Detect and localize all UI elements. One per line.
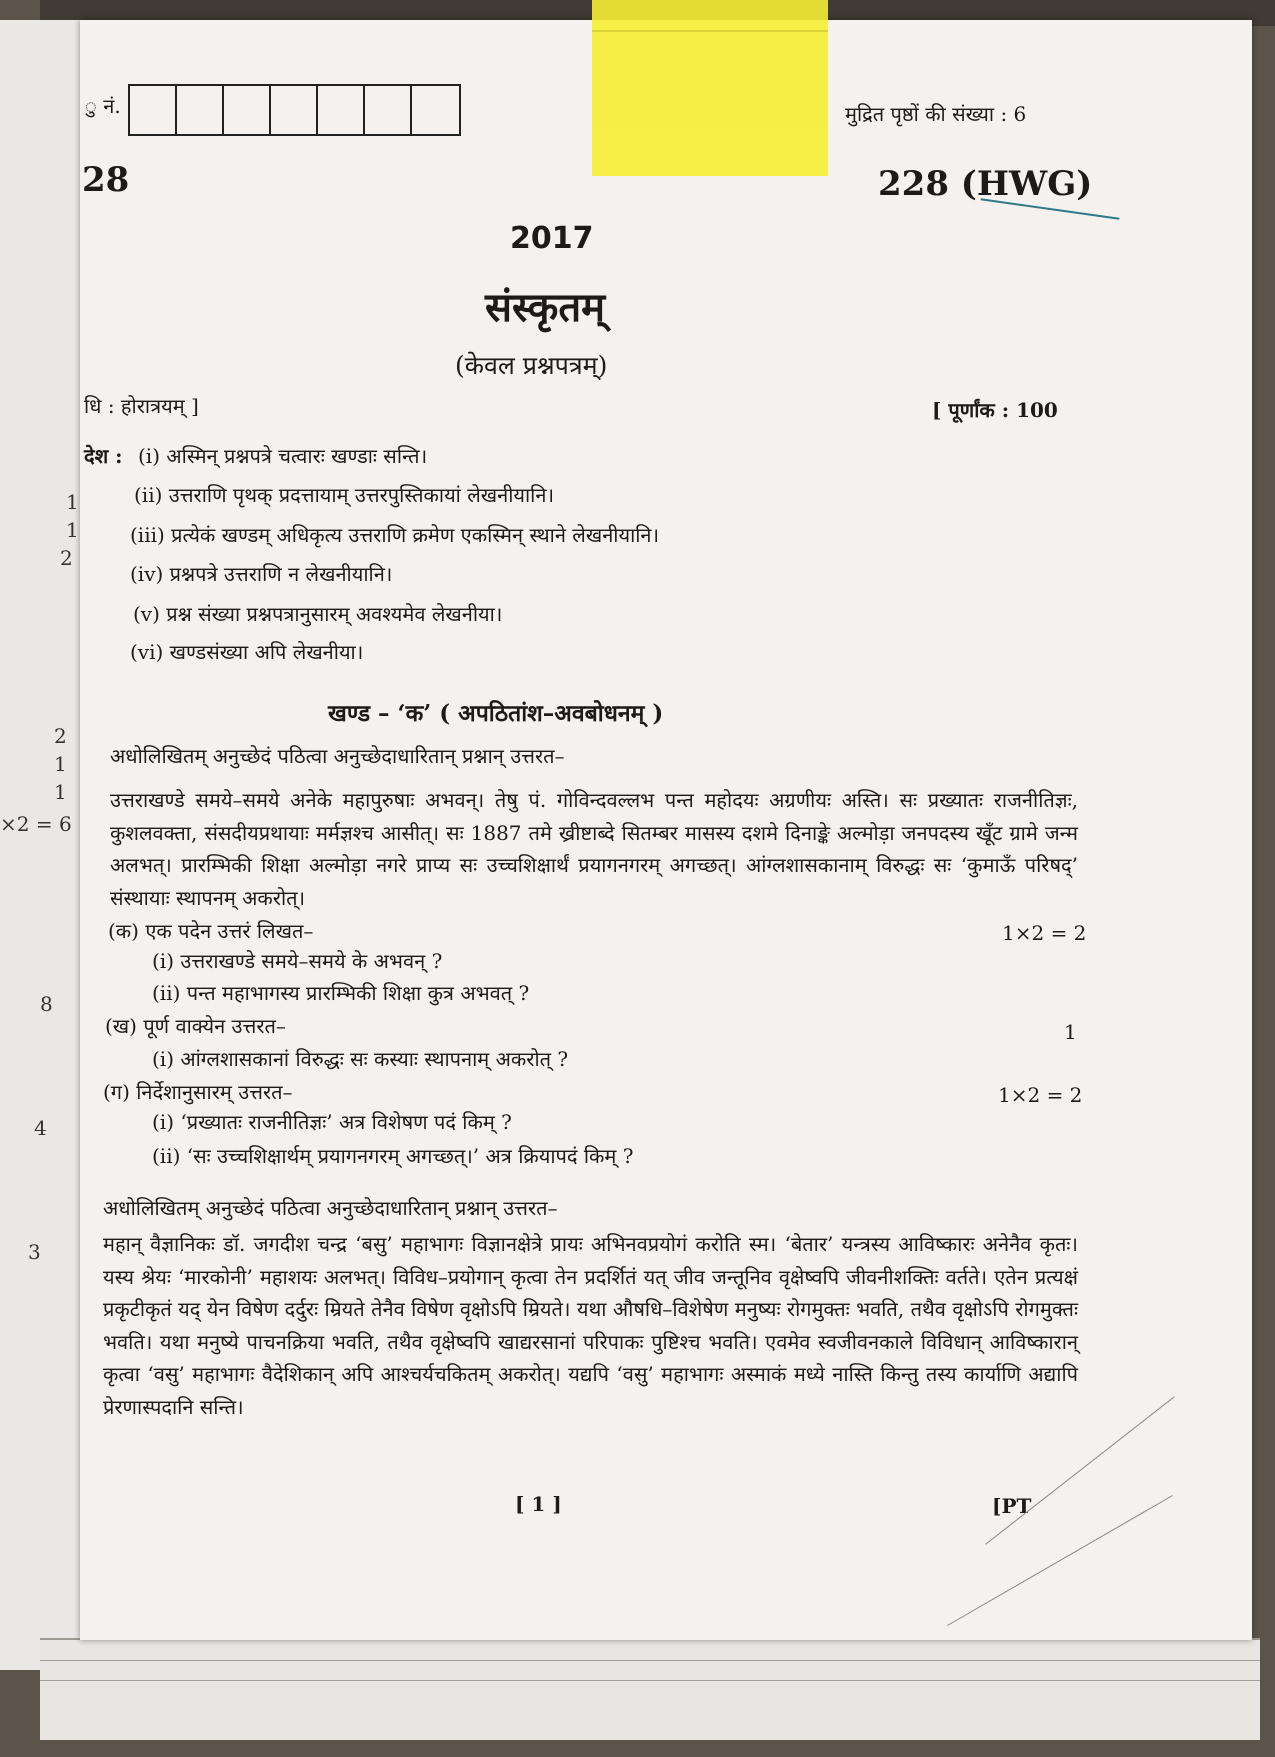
question-c-1: (i) ‘प्रख्यातः राजनीतिज्ञः’ अत्र विशेषण पदं किम् ? — [152, 1110, 512, 1134]
question-a-marks: 1×2 = 2 — [1002, 921, 1087, 945]
passage2-intro: अधोलिखितम् अनुच्छेदं पठित्वा अनुच्छेदाधारितान् प्रश्नान् उत्तरत– — [103, 1196, 558, 1220]
passage1-text: उत्तराखण्डे समये–समये अनेके महापुरुषाः अभवन्। तेषु पं. गोविन्दवल्लभ पन्त महोदयः अग्रणीयः अस्ति। सः प्रख्यातः राजनीतिज्ञः, कुशलवक्ता, संसदीयप्रथायाः मर्मज्ञश्च आसीत्। सः 1887 तमे ख्रीष्टाब्दे सितम्बर मासस्य दशमे दिनाङ्के अल्मोड़ा जनपदस्य खूँट ग्रामे जन्म अलभत्। प्रारम्भिकी शिक्षा अल्मोड़ा नगरे प्राप्य सः उच्चशिक्षार्थं प्रयागनगरम् अगच्छत्। आंग्लशासकानाम् विरुद्धः सः ‘कुमाऊँ परिषद्’ संस्थायाः स्थापनम् अकरोत्। — [110, 788, 1078, 910]
instruction-item: (v) प्रश्न संख्या प्रश्नपत्रानुसारम् अवश्यमेव लेखनीया। — [133, 602, 503, 626]
question-a-2: (ii) पन्त महाभागस्य प्रारम्भिकी शिक्षा कुत्र अभवत् ? — [152, 981, 530, 1005]
paper-code: 228 (HWG) — [878, 164, 1093, 204]
margin-mark: 3 — [28, 1240, 41, 1264]
exam-year: 2017 — [510, 221, 594, 256]
instruction-item: (i) अस्मिन् प्रश्नपत्रे चत्वारः खण्डाः सन्ति। — [138, 444, 428, 468]
margin-mark: 1 — [66, 518, 79, 542]
margin-mark: 1 — [54, 780, 67, 804]
full-marks: [ पूर्णांक : 100 — [932, 398, 1058, 422]
subject-title: संस्कृतम् — [485, 284, 606, 331]
margin-mark: ×2 = 6 — [0, 812, 72, 836]
instructions-prefix: देश : — [84, 444, 123, 468]
sticky-note — [592, 0, 828, 176]
question-a-label: (क) एक पदेन उत्तरं लिखत– — [108, 919, 314, 943]
question-b-1: (i) आंग्लशासकानां विरुद्धः सः कस्याः स्थापनाम् अकरोत् ? — [152, 1047, 569, 1071]
passage1-intro: अधोलिखितम् अनुच्छेदं पठित्वा अनुच्छेदाधारितान् प्रश्नान् उत्तरत– — [110, 744, 565, 768]
left-code: 28 — [82, 160, 130, 200]
time-allowed: धि : होरात्रयम् ] — [84, 394, 199, 418]
margin-mark: 1 — [54, 752, 67, 776]
margin-mark: 2 — [54, 724, 67, 748]
instruction-item: (ii) उत्तराणि पृथक् प्रदत्तायाम् उत्तरपुस्तिकायां लेखनीयानि। — [134, 483, 555, 507]
underlying-page-left — [0, 20, 86, 1670]
question-a-1: (i) उत्तराखण्डे समये–समये के अभवन् ? — [152, 949, 443, 973]
margin-mark: 8 — [40, 992, 53, 1016]
underlying-pages-bottom — [40, 1638, 1260, 1740]
printed-pages-count: मुद्रित पृष्ठों की संख्या : 6 — [845, 102, 1027, 126]
question-b-marks: 1 — [1064, 1020, 1077, 1044]
roll-number-label: ु नं. — [85, 94, 121, 118]
instruction-item: (vi) खण्डसंख्या अपि लेखनीया। — [130, 640, 364, 664]
margin-mark: 1 — [66, 490, 79, 514]
question-c-label: (ग) निर्देशानुसारम् उत्तरत– — [103, 1080, 293, 1104]
please-turn-over: [PT — [992, 1494, 1032, 1518]
paper-only-note: (केवल प्रश्नपत्रम्) — [455, 351, 608, 380]
roll-number-boxes — [128, 84, 461, 136]
section-title: खण्ड – ‘क’ ( अपठितांश–अवबोधनम् ) — [328, 700, 664, 727]
passage2-text: महान् वैज्ञानिकः डॉ. जगदीश चन्द्र ‘बसु’ महाभागः विज्ञानक्षेत्रे प्रायः अभिनवप्रयोगं करोति स्म। ‘बेतार’ यन्त्रस्य आविष्कारः अनेनैव कृतः। यस्य श्रेयः ‘मारकोनी’ महाशयः अलभत्। विविध–प्रयोगान् कृत्वा तेन प्रदर्शितं यत् जीव जन्तूनिव वृक्षेष्वपि जीवनीशक्तिः वर्तते। एतेन प्रत्यक्षं प्रकृटीकृतं यद् येन विषेण दर्दुरः म्रियते तेनैव विषेण वृक्षोऽपि म्रियते। यथा औषधि–विशेषेण मनुष्यः रोगमुक्तः भवति, तथैव वृक्षोऽपि रोगमुक्तः भवति। यथा मनुष्ये पाचनक्रिया भवति, तथैव वृक्षेष्वपि खाद्यरसानां परिपाकः पुष्टिश्च भवति। एवमेव स्वजीवनकाले विविधान् आविष्कारान् कृत्वा ‘वसु’ महाभागः वैदेशिकान् अपि आश्चर्यचकितम् अकरोत्। यद्यपि ‘वसु’ महाभागः अस्माकं मध्ये नास्ति किन्तु तस्य कार्याणि अद्यापि प्रेरणास्पदानि सन्ति। — [103, 1232, 1078, 1419]
instruction-item: (iii) प्रत्येकं खण्डम् अधिकृत्य उत्तराणि क्रमेण एकस्मिन् स्थाने लेखनीयानि। — [130, 523, 660, 547]
instruction-item: (iv) प्रश्नपत्रे उत्तराणि न लेखनीयानि। — [130, 562, 393, 586]
margin-mark: 2 — [60, 546, 73, 570]
question-b-label: (ख) पूर्ण वाक्येन उत्तरत– — [105, 1014, 286, 1038]
page-number: [ 1 ] — [515, 1492, 562, 1516]
question-c-2: (ii) ‘सः उच्चशिक्षार्थम् प्रयागनगरम् अगच्छत्।’ अत्र क्रियापदं किम् ? — [152, 1144, 634, 1168]
margin-mark: 4 — [34, 1116, 47, 1140]
question-c-marks: 1×2 = 2 — [998, 1083, 1083, 1107]
